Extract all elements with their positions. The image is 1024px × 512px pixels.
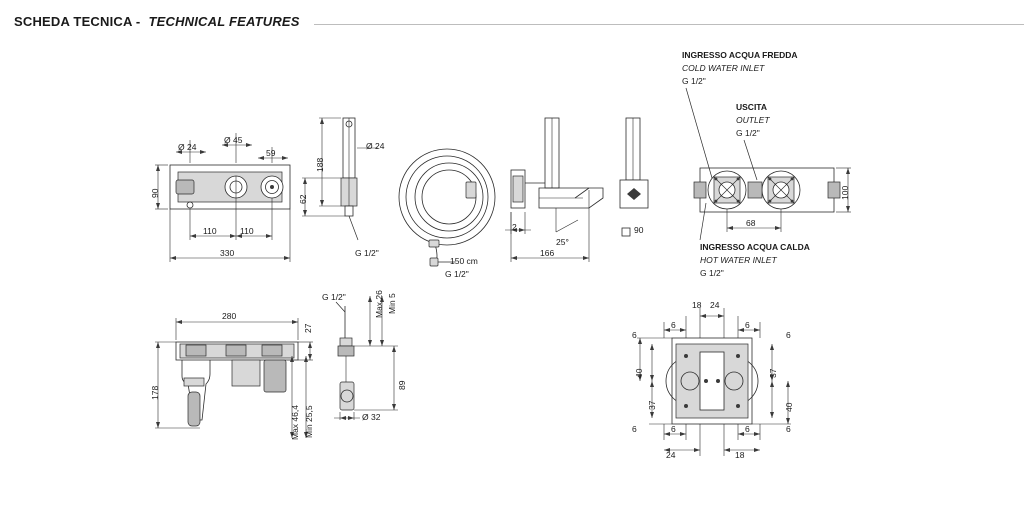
dim-plate-90: 90: [150, 188, 160, 198]
dim-handle-max26: Max 26: [374, 290, 384, 318]
dim-handset-62: 62: [298, 194, 308, 204]
callout-hot-thread: G 1/2": [700, 268, 724, 278]
label-handle-thread: G 1/2": [322, 292, 346, 302]
callout-outlet-it: USCITA: [736, 102, 768, 112]
page-title-it: SCHEDA TECNICA -: [14, 14, 141, 29]
callout-hot-it: INGRESSO ACQUA CALDA: [700, 242, 810, 252]
dim-plan-24-top: 24: [710, 300, 720, 310]
dim-plan-18-bottom: 18: [735, 450, 745, 460]
dim-plate-27: 27: [303, 323, 313, 333]
dim-square-90: 90: [634, 225, 644, 235]
dim-plan-37-left: 37: [647, 400, 657, 410]
dim-plan-6-e: 6: [632, 424, 637, 434]
dim-plate-d45: Ø 45: [224, 135, 243, 145]
dim-plate-59: 59: [266, 148, 276, 158]
dim-plate-280: 280: [222, 311, 237, 321]
dim-plan-37-right: 37: [768, 368, 778, 378]
page-title-en: TECHNICAL FEATURES: [148, 14, 300, 29]
callout-cold-thread: G 1/2": [682, 76, 706, 86]
label-hose-thread: G 1/2": [445, 269, 469, 279]
dim-plan-6-g: 6: [671, 424, 676, 434]
view-hose: [399, 149, 495, 266]
dim-roughin-68: 68: [746, 218, 756, 228]
dim-spout-166: 166: [540, 248, 555, 258]
dim-plan-24-bottom: 24: [666, 450, 676, 460]
view-spout-side: [505, 118, 603, 262]
dim-plate-d24: Ø 24: [178, 142, 197, 152]
dim-spout-angle: 25°: [556, 237, 569, 247]
dim-plan-6-a: 6: [671, 320, 676, 330]
dim-plan-40-right: 40: [784, 402, 794, 412]
label-handset-thread: G 1/2": [355, 248, 379, 258]
dim-plan-40-left: 40: [634, 368, 644, 378]
dim-plate-110a: 110: [203, 226, 217, 236]
dim-handle-min5: Min 5: [387, 293, 397, 314]
dim-plate-178: 178: [150, 385, 160, 400]
dim-spout-2: 2: [512, 222, 517, 232]
dim-handle-min255: Min 25,5: [304, 405, 314, 438]
view-roughin-plan: [637, 308, 791, 456]
dim-plate-330: 330: [220, 248, 235, 258]
callout-cold-en: COLD WATER INLET: [682, 63, 765, 73]
dim-plan-6-b: 6: [745, 320, 750, 330]
dim-handset-d24: Ø 24: [366, 141, 385, 151]
view-square-body: [620, 118, 648, 236]
dim-plan-6-d: 6: [786, 330, 791, 340]
view-roughin-front: [686, 88, 851, 240]
dim-handle-d32: Ø 32: [362, 412, 381, 422]
dim-roughin-100: 100: [840, 185, 850, 200]
dim-plan-6-c: 6: [632, 330, 637, 340]
callout-cold-it: INGRESSO ACQUA FREDDA: [682, 50, 798, 60]
dim-handset-188: 188: [315, 157, 325, 172]
view-handset: [302, 118, 378, 240]
callout-hot-en: HOT WATER INLET: [700, 255, 777, 265]
label-hose-length: 150 cm: [450, 256, 478, 266]
dim-plan-6-h: 6: [745, 424, 750, 434]
callout-outlet-thread: G 1/2": [736, 128, 760, 138]
dim-plan-6-f: 6: [786, 424, 791, 434]
dim-handle-89: 89: [397, 380, 407, 390]
dim-handle-max464: Max 46,4: [290, 405, 300, 440]
dim-plan-18-top: 18: [692, 300, 702, 310]
callout-outlet-en: OUTLET: [736, 115, 770, 125]
dim-plate-110b: 110: [240, 226, 254, 236]
